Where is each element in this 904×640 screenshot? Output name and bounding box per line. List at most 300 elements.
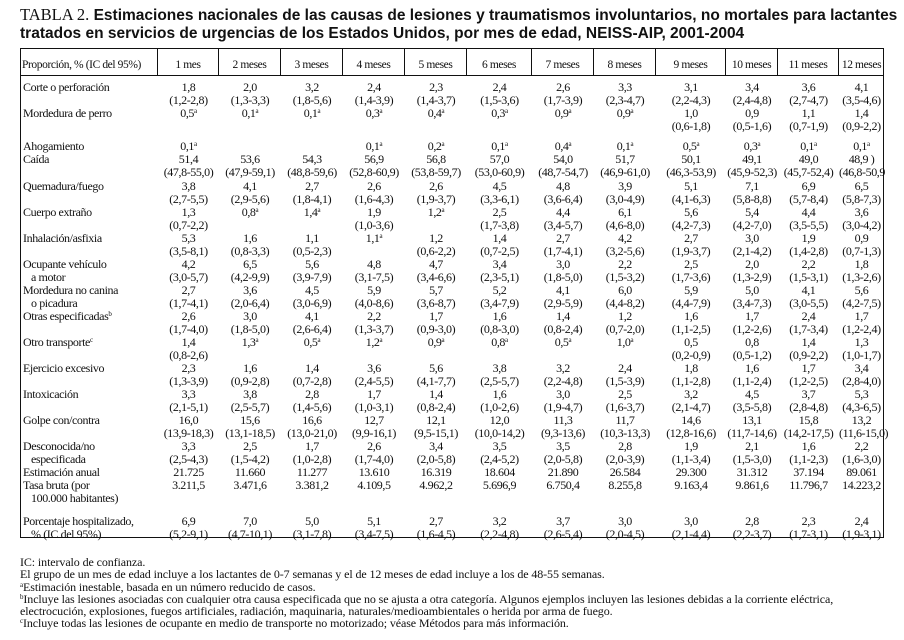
confidence-interval: (2,8-4,8) (789, 399, 828, 414)
confidence-interval: (10,0-14,2) (474, 425, 525, 440)
point-estimate: 0,5 (684, 334, 698, 349)
value-cell (281, 310, 343, 336)
value-cell (158, 310, 219, 336)
row-label-line: o picadura (31, 295, 78, 310)
confidence-interval (532, 349, 594, 362)
point-estimate: 29.300 (675, 464, 707, 479)
value-cell (158, 336, 219, 362)
header-cell-month: 2 meses (219, 48, 281, 75)
point-estimate: 2,4 (801, 308, 816, 323)
value-cell (281, 388, 343, 414)
value-cell (405, 284, 467, 310)
table-label: TABLA 2. (20, 5, 90, 24)
point-estimate: 5,1 (684, 178, 698, 193)
point-estimate: 2,2 (801, 256, 816, 271)
point-estimate: 3,0 (556, 256, 570, 271)
value-cell (594, 258, 656, 284)
header-cell-month: 10 meses (726, 48, 778, 75)
confidence-interval: (4,2-7,0) (732, 217, 772, 232)
confidence-interval: (3,4-7,5) (354, 526, 394, 541)
confidence-interval: (2,1-4,7) (671, 399, 711, 414)
row-label (23, 180, 173, 193)
point-estimate: 6,5 (243, 256, 257, 271)
point-estimate: 4,2 (181, 256, 196, 271)
point-estimate: 12,1 (426, 412, 446, 427)
value-cell (219, 284, 281, 310)
footnote-marker: a (505, 107, 508, 115)
confidence-interval: (1,1-2,8) (671, 373, 711, 388)
point-estimate: 1,6 (801, 438, 816, 453)
value-cell (467, 258, 532, 284)
point-estimate: 4,5 (492, 178, 507, 193)
confidence-interval: (2,3-4,7) (605, 93, 645, 107)
value-cell (839, 515, 884, 541)
value-cell (594, 180, 656, 206)
confidence-interval: (53,8-59,7) (411, 165, 461, 180)
value-cell (467, 414, 532, 440)
confidence-interval: (2,7-5,5) (169, 191, 208, 206)
value-cell (778, 414, 839, 440)
point-estimate: 1,6 (745, 360, 759, 375)
row-label (23, 414, 173, 427)
value-cell (281, 180, 343, 206)
value-cell (405, 81, 467, 107)
row-label (23, 388, 173, 401)
value-cell (158, 362, 219, 388)
value-cell (343, 180, 405, 206)
value-cell (343, 206, 405, 232)
footnote-marker: a (317, 335, 321, 344)
confidence-interval: (5,2-9,1) (169, 526, 208, 541)
confidence-interval: (3,4-7,3) (732, 295, 772, 310)
confidence-interval: (4,4-8,2) (605, 295, 645, 310)
value-cell (839, 258, 884, 284)
point-estimate: 11,3 (553, 412, 573, 427)
point-estimate: 4.962,2 (419, 477, 453, 492)
point-estimate: 2,3 (801, 513, 816, 528)
point-estimate: 3,6 (243, 282, 257, 297)
value-cell (281, 81, 343, 107)
confidence-interval: (2,0-4,5) (605, 526, 645, 541)
confidence-interval: (4,2-7,3) (671, 217, 711, 232)
confidence-interval: (5,8-7,3) (842, 191, 881, 206)
value-cell (158, 153, 219, 179)
value-cell (532, 440, 594, 466)
point-estimate: 1,2$^a$ (365, 334, 383, 349)
value-cell (405, 362, 467, 388)
value-cell (656, 440, 726, 466)
confidence-interval (467, 349, 532, 362)
point-estimate: 3,6 (854, 204, 869, 219)
point-estimate: 3,3 (618, 80, 632, 94)
header-cell-month: 6 meses (467, 48, 532, 75)
value-cell (726, 362, 778, 388)
confidence-interval: (2,0-5,8) (543, 451, 583, 466)
confidence-interval (281, 349, 343, 362)
confidence-interval: (1,7-4,0) (169, 321, 208, 336)
point-estimate: 3,8 (492, 360, 507, 375)
point-estimate: 3,2 (305, 80, 319, 94)
confidence-interval: (0,9-3,0) (416, 321, 456, 336)
row-label (23, 440, 173, 466)
value-cell (594, 81, 656, 107)
confidence-interval: (1,0-2,8) (292, 451, 332, 466)
value-cell (532, 107, 594, 133)
confidence-interval: (9,9-16,1) (352, 425, 396, 440)
confidence-interval: (1,0-1,7) (842, 347, 881, 362)
point-estimate: 1,8 (854, 256, 869, 271)
confidence-interval: (1,7-3,6) (671, 269, 711, 284)
point-estimate: 0,9$^a$ (427, 334, 445, 349)
row-label-line: Ejercicio excesivo (23, 360, 105, 375)
row-label-line: especificada (31, 451, 86, 466)
confidence-interval: (3,9-7,9) (292, 269, 332, 284)
confidence-interval: (2,7-4,7) (789, 93, 828, 107)
confidence-interval: (1,8-5,6) (292, 93, 332, 107)
point-estimate: 1,1$^a$ (365, 230, 383, 245)
footnote-marker: a (568, 140, 572, 149)
row-label-line: Inhalación/asfixia (23, 230, 102, 245)
value-cell (467, 81, 532, 107)
value-cell (467, 362, 532, 388)
confidence-interval (343, 245, 405, 258)
footnote-marker: a (441, 335, 445, 344)
confidence-interval: (13,0-21,0) (287, 425, 337, 440)
value-cell (726, 466, 778, 479)
confidence-interval (405, 219, 467, 232)
point-estimate: 5,1 (367, 513, 381, 528)
value-cell (532, 388, 594, 414)
value-cell (532, 479, 594, 492)
point-estimate: 12,0 (489, 412, 510, 427)
point-estimate: 49,0 (798, 152, 819, 167)
value-cell (343, 362, 405, 388)
point-estimate: 4,4 (556, 204, 570, 219)
value-cell (343, 515, 405, 541)
row-label-line: % (IC del 95%) (31, 526, 102, 541)
point-estimate: 4,2 (618, 230, 632, 245)
value-cell (778, 440, 839, 466)
point-estimate: 3,0 (745, 230, 759, 245)
value-cell (405, 479, 467, 492)
value-cell (726, 388, 778, 414)
point-estimate: 2,1 (745, 438, 759, 453)
point-estimate: 4.109,5 (357, 477, 391, 492)
row-label-line: Otro transporte$^c$ (23, 334, 93, 349)
value-cell (281, 466, 343, 479)
confidence-interval: (3,1-7,8) (292, 526, 332, 541)
row-label (23, 362, 173, 375)
confidence-interval: (1,1-2,4) (732, 373, 772, 388)
footnote-marker: a (317, 107, 321, 115)
confidence-interval: (0,9-2,8) (230, 373, 270, 388)
point-estimate: 3,4 (745, 80, 759, 94)
header-cell-month: 11 meses (778, 48, 839, 75)
value-cell (726, 414, 778, 440)
point-estimate: 3,9 (618, 178, 632, 193)
value-cell (594, 336, 656, 362)
confidence-interval: (2,2-4,8) (480, 526, 519, 541)
confidence-interval: (1,4-3,7) (416, 93, 456, 107)
point-estimate: 5,0 (745, 282, 759, 297)
point-estimate: 5,9 (684, 282, 698, 297)
point-estimate: 1,2 (429, 230, 443, 245)
row-label (23, 81, 173, 94)
confidence-interval: (1,0-2,6) (480, 399, 519, 414)
confidence-interval: (1,3-2,9) (732, 269, 772, 284)
point-estimate: 2,6 (367, 178, 381, 193)
confidence-interval: (4,2-9,9) (230, 269, 270, 284)
point-estimate: 0,3$^a$ (743, 139, 761, 154)
header-cell-month: 5 meses (405, 48, 467, 75)
value-cell (343, 388, 405, 414)
point-estimate: 5,0 (305, 513, 319, 528)
footnote-text: IC: intervalo de confianza. (20, 555, 146, 569)
confidence-interval: (1,9-3,7) (416, 191, 456, 206)
point-estimate: 3,8 (181, 178, 196, 193)
header-cell-month: 12 meses (841, 59, 882, 71)
row-label-line: Ahogamiento (23, 139, 84, 154)
point-estimate: 3,7 (801, 386, 816, 401)
value-cell (158, 206, 219, 232)
value-cell (532, 414, 594, 440)
value-cell (532, 81, 594, 107)
value-cell (343, 81, 405, 107)
row-label-line: Golpe con/contra (23, 412, 100, 427)
confidence-interval: (1,8-4,1) (292, 191, 332, 206)
value-cell (594, 310, 656, 336)
confidence-interval: (1,6-4,5) (416, 526, 456, 541)
value-cell (219, 232, 281, 258)
point-estimate: 53,6 (240, 152, 260, 167)
value-cell (656, 362, 726, 388)
footnote-marker: a (194, 140, 197, 149)
confidence-interval: (1,2-2,8) (169, 93, 208, 107)
footnote-marker: a (255, 107, 259, 115)
value-cell (467, 180, 532, 206)
point-estimate: 0,4$^a$ (427, 106, 445, 120)
footnote-marker: a (630, 140, 634, 149)
point-estimate: 1,6 (684, 308, 698, 323)
point-estimate: 1,4$^a$ (303, 204, 321, 219)
point-estimate: 5,6 (429, 360, 443, 375)
confidence-interval: (46,9-61,0) (600, 165, 650, 180)
confidence-interval: (2,6-6,4) (292, 321, 332, 336)
footnote-marker: a (757, 140, 761, 149)
header-cell-month: 1 mes (158, 48, 219, 75)
point-estimate: 3,6 (801, 80, 816, 94)
point-estimate: 0,4$^a$ (554, 139, 572, 154)
confidence-interval: (1,3-3,9) (169, 373, 208, 388)
point-estimate: 56,8 (426, 152, 446, 167)
footnotes (20, 556, 900, 630)
table-title (20, 6, 900, 43)
value-cell (594, 206, 656, 232)
point-estimate: 4,8 (367, 256, 381, 271)
confidence-interval: (3,4-7,9) (480, 295, 519, 310)
confidence-interval: (3,4-5,7) (543, 217, 583, 232)
point-estimate: 1,0$^a$ (616, 334, 634, 349)
value-cell (467, 479, 532, 492)
confidence-interval: (1,4-5,6) (292, 399, 332, 414)
confidence-interval: (4,0-8,6) (354, 295, 394, 310)
confidence-interval: (1,6-3,7) (605, 399, 645, 414)
confidence-interval: (2,5-5,7) (480, 373, 519, 388)
confidence-interval: (1,7-4,1) (543, 243, 583, 258)
point-estimate: 0,5$^a$ (180, 106, 197, 120)
row-label (23, 336, 173, 349)
value-cell (656, 466, 726, 479)
confidence-interval: (3,0-5,7) (169, 269, 208, 284)
point-estimate: 2,2 (854, 438, 869, 453)
value-cell (778, 479, 839, 492)
confidence-interval: (13,1-18,5) (225, 425, 275, 440)
value-cell (281, 206, 343, 232)
value-cell (405, 388, 467, 414)
value-cell (778, 107, 839, 133)
point-estimate: 2,6 (181, 308, 196, 323)
point-estimate: 7,0 (243, 513, 257, 528)
value-cell (778, 362, 839, 388)
confidence-interval: (1,7-4,0) (354, 451, 394, 466)
value-cell (778, 180, 839, 206)
point-estimate: 2,7 (181, 282, 196, 297)
point-estimate: 2,3 (429, 80, 443, 94)
confidence-interval: (45,9-52,3) (727, 165, 777, 180)
confidence-interval: (0,5-1,2) (732, 347, 772, 362)
value-cell (839, 412, 889, 440)
value-cell (594, 388, 656, 414)
point-estimate: 4,8 (556, 178, 570, 193)
value-cell (532, 284, 594, 310)
value-cell (726, 515, 778, 541)
value-cell (158, 388, 219, 414)
point-estimate: 6,5 (854, 178, 869, 193)
confidence-interval: (47,8-55,0) (163, 165, 214, 180)
point-estimate: 1,8 (684, 360, 698, 375)
point-estimate: 2,3 (181, 360, 196, 375)
point-estimate: 37.194 (793, 464, 824, 479)
value-cell (839, 479, 884, 492)
footnote-text: Incluye todas las lesiones de ocupante en medio de transporte no motorizado; véase Métodos para más información. (23, 616, 569, 631)
row-label (23, 515, 173, 541)
value-cell (467, 310, 532, 336)
confidence-interval (158, 120, 219, 133)
value-cell (405, 440, 467, 466)
confidence-interval: (1,7-3,4) (789, 321, 828, 336)
value-cell (219, 479, 281, 492)
value-cell (219, 414, 281, 440)
value-cell (219, 310, 281, 336)
point-estimate: 11.796,7 (789, 477, 828, 492)
footnote-marker: a (867, 140, 870, 149)
value-cell (656, 336, 726, 362)
value-cell (158, 440, 219, 466)
point-estimate: 18.604 (484, 464, 515, 479)
confidence-interval: (0,9-2,2) (842, 119, 881, 133)
confidence-interval: (48,7-54,7) (538, 165, 588, 180)
footnote-marker: c (89, 335, 93, 344)
point-estimate: 11.277 (296, 464, 328, 479)
value-cell (656, 206, 726, 232)
value-cell (726, 153, 778, 179)
point-estimate: 4,4 (801, 204, 816, 219)
point-estimate: 2,6 (429, 178, 443, 193)
row-label (23, 284, 173, 310)
footnote-text: electrocución, explosiones, fuegos artificiales, radiación, maquinaria, naturales/medioambientales o herida por arma de fuego. (20, 604, 613, 619)
header-cell-month: 8 meses (594, 48, 656, 75)
confidence-interval: (2,5-4,3) (169, 451, 208, 466)
value-cell (778, 466, 839, 479)
confidence-interval: (2,4-5,5) (354, 373, 394, 388)
confidence-interval: (0,5-2,3) (292, 243, 332, 258)
value-cell (405, 153, 467, 179)
value-cell (656, 180, 726, 206)
point-estimate: 1,4 (305, 360, 319, 375)
confidence-interval: (0,7-2,5) (480, 243, 519, 258)
confidence-interval: (12,8-16,6) (666, 425, 716, 440)
point-estimate: 3,5 (492, 438, 507, 453)
confidence-interval: (1,9-3,7) (671, 243, 711, 258)
point-estimate: 2,5 (618, 386, 632, 401)
point-estimate: 4,1 (801, 282, 816, 297)
point-estimate: 3,4 (429, 438, 443, 453)
confidence-interval: (3,4-6,6) (416, 269, 456, 284)
confidence-interval: (1,1-3,4) (671, 451, 711, 466)
confidence-interval: (1,5-3,0) (732, 451, 772, 466)
point-estimate: 6,0 (618, 282, 632, 297)
row-label-line: Ocupante vehículo (23, 256, 107, 271)
confidence-interval: (11,6-15,0) (839, 425, 889, 440)
value-cell (839, 180, 884, 206)
point-estimate: 11.660 (234, 464, 266, 479)
value-cell (219, 336, 281, 362)
footnote-marker: a (568, 335, 572, 344)
point-estimate: 0,1$^a$ (365, 139, 383, 154)
confidence-interval (281, 120, 343, 133)
value-cell (158, 81, 219, 107)
point-estimate: 3.471,6 (233, 477, 267, 492)
row-label-line: Mordedura de perro (23, 106, 112, 120)
value-cell (281, 284, 343, 310)
point-estimate: 14.223,2 (842, 477, 881, 492)
row-label-line: Tasa bruta (por (23, 477, 90, 492)
value-cell (594, 153, 656, 179)
confidence-interval: (4,1-7,7) (416, 373, 456, 388)
value-cell (467, 153, 532, 179)
point-estimate: 48,9 ) (848, 152, 875, 167)
confidence-interval: (0,5-1,6) (732, 119, 772, 133)
value-cell (158, 258, 219, 284)
value-cell (219, 107, 281, 133)
point-estimate: 31.312 (736, 464, 768, 479)
point-estimate: 16,0 (178, 412, 199, 427)
confidence-interval: (0,8-3,3) (230, 243, 270, 258)
point-estimate: 1,4 (492, 230, 507, 245)
point-estimate: 1,6 (492, 308, 507, 323)
confidence-interval: (1,4-3,9) (354, 93, 394, 107)
point-estimate: 2,0 (243, 80, 257, 94)
confidence-interval: (4,4-7,9) (671, 295, 711, 310)
value-cell (726, 107, 778, 133)
point-estimate: 2,7 (305, 178, 319, 193)
point-estimate: 0,5$^a$ (303, 334, 321, 349)
header-cell-label: Proporción, % (IC del 95%) (20, 48, 158, 75)
confidence-interval: (0,7-1,9) (789, 119, 828, 133)
point-estimate: 13,2 (851, 412, 872, 427)
value-cell (839, 81, 884, 107)
value-cell (405, 466, 467, 479)
